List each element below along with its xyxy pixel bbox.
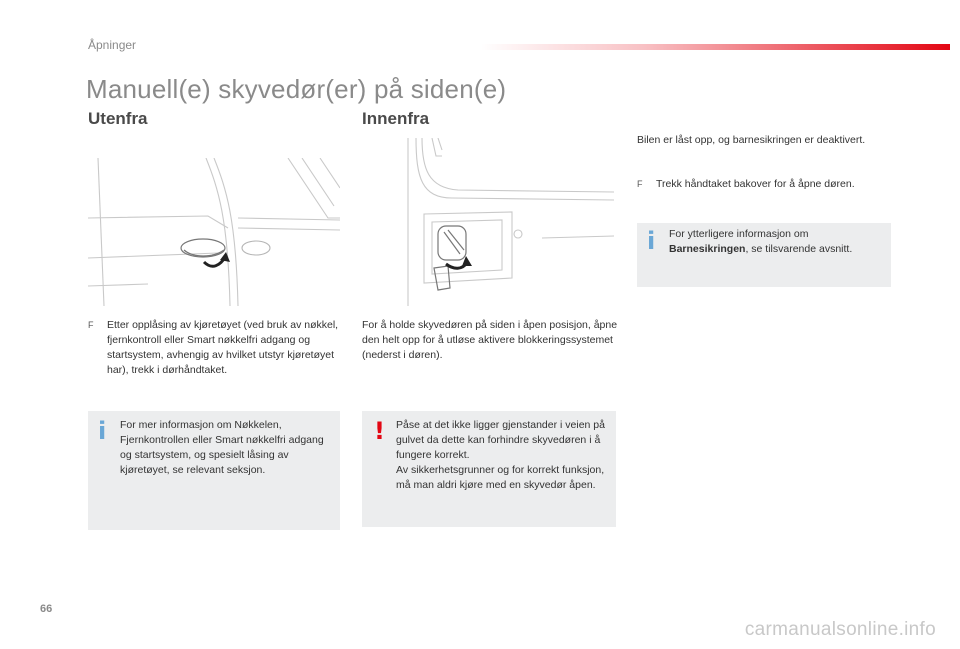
right-intro-text: Bilen er låst opp, og barnesikringen er deaktivert. bbox=[637, 134, 866, 146]
right-instruction bbox=[637, 177, 893, 192]
key-info-box bbox=[88, 411, 340, 530]
info-icon: i bbox=[647, 227, 656, 255]
child-lock-info-box bbox=[637, 223, 891, 287]
key-info-text: For mer informasjon om Nøkkelen, Fjernkontrollen eller Smart nøkkelfri adgang og startsystem, og spesielt låsing av kjøretøyet, se relevant seksjon. bbox=[120, 419, 324, 476]
section-label: Åpninger bbox=[88, 38, 137, 52]
child-lock-text-before: For ytterligere informasjon om bbox=[669, 228, 809, 240]
warning-icon: ! bbox=[374, 417, 385, 445]
inside-door-illustration-svg bbox=[362, 138, 614, 306]
header-accent-bar bbox=[480, 44, 950, 50]
right-instruction-text: Trekk håndtaket bakover for å åpne døren. bbox=[656, 178, 855, 190]
info-icon: i bbox=[98, 417, 107, 445]
warning-text-line1: Påse at det ikke ligger gjenstander i veien på gulvet da dette kan forhindre skyvedøren i å fungere korrekt. bbox=[396, 419, 605, 461]
inside-door-handle-illustration bbox=[362, 138, 614, 306]
page-title: Manuell(e) skyvedør(er) på siden(e) bbox=[86, 74, 507, 104]
warning-text bbox=[396, 418, 606, 493]
child-lock-text-after: , se tilsvarende avsnitt. bbox=[745, 243, 853, 255]
child-lock-info-text bbox=[669, 227, 883, 257]
heading-outside: Utenfra bbox=[88, 109, 148, 128]
outside-door-illustration-svg bbox=[88, 158, 340, 306]
outside-door-handle-illustration bbox=[88, 158, 340, 306]
inside-instruction-text: For å holde skyvedøren på siden i åpen posisjon, åpne den helt opp for å utløse aktivere blokkeringssystemet (nederst i døren). bbox=[362, 319, 618, 361]
page-number: 66 bbox=[40, 603, 53, 615]
child-lock-bold-term: Barnesikringen bbox=[669, 243, 746, 255]
warning-text-line2: Av sikkerhetsgrunner og for korrekt funksjon, må man aldri kjøre med en skyvedør åpen. bbox=[396, 464, 605, 491]
heading-inside: Innenfra bbox=[362, 109, 430, 128]
outside-instruction bbox=[88, 318, 340, 378]
bullet-icon: F bbox=[637, 179, 643, 189]
watermark: carmanualsonline.info bbox=[744, 619, 936, 640]
outside-instruction-text: Etter opplåsing av kjøretøyet (ved bruk av nøkkel, fjernkontroll eller Smart nøkkelfri adgang og startsystem, avhengig av hvilket utstyr kjøretøyet har), trekk i dørhåndtaket. bbox=[107, 319, 339, 376]
warning-box bbox=[362, 411, 616, 527]
bullet-icon: F bbox=[88, 320, 94, 330]
